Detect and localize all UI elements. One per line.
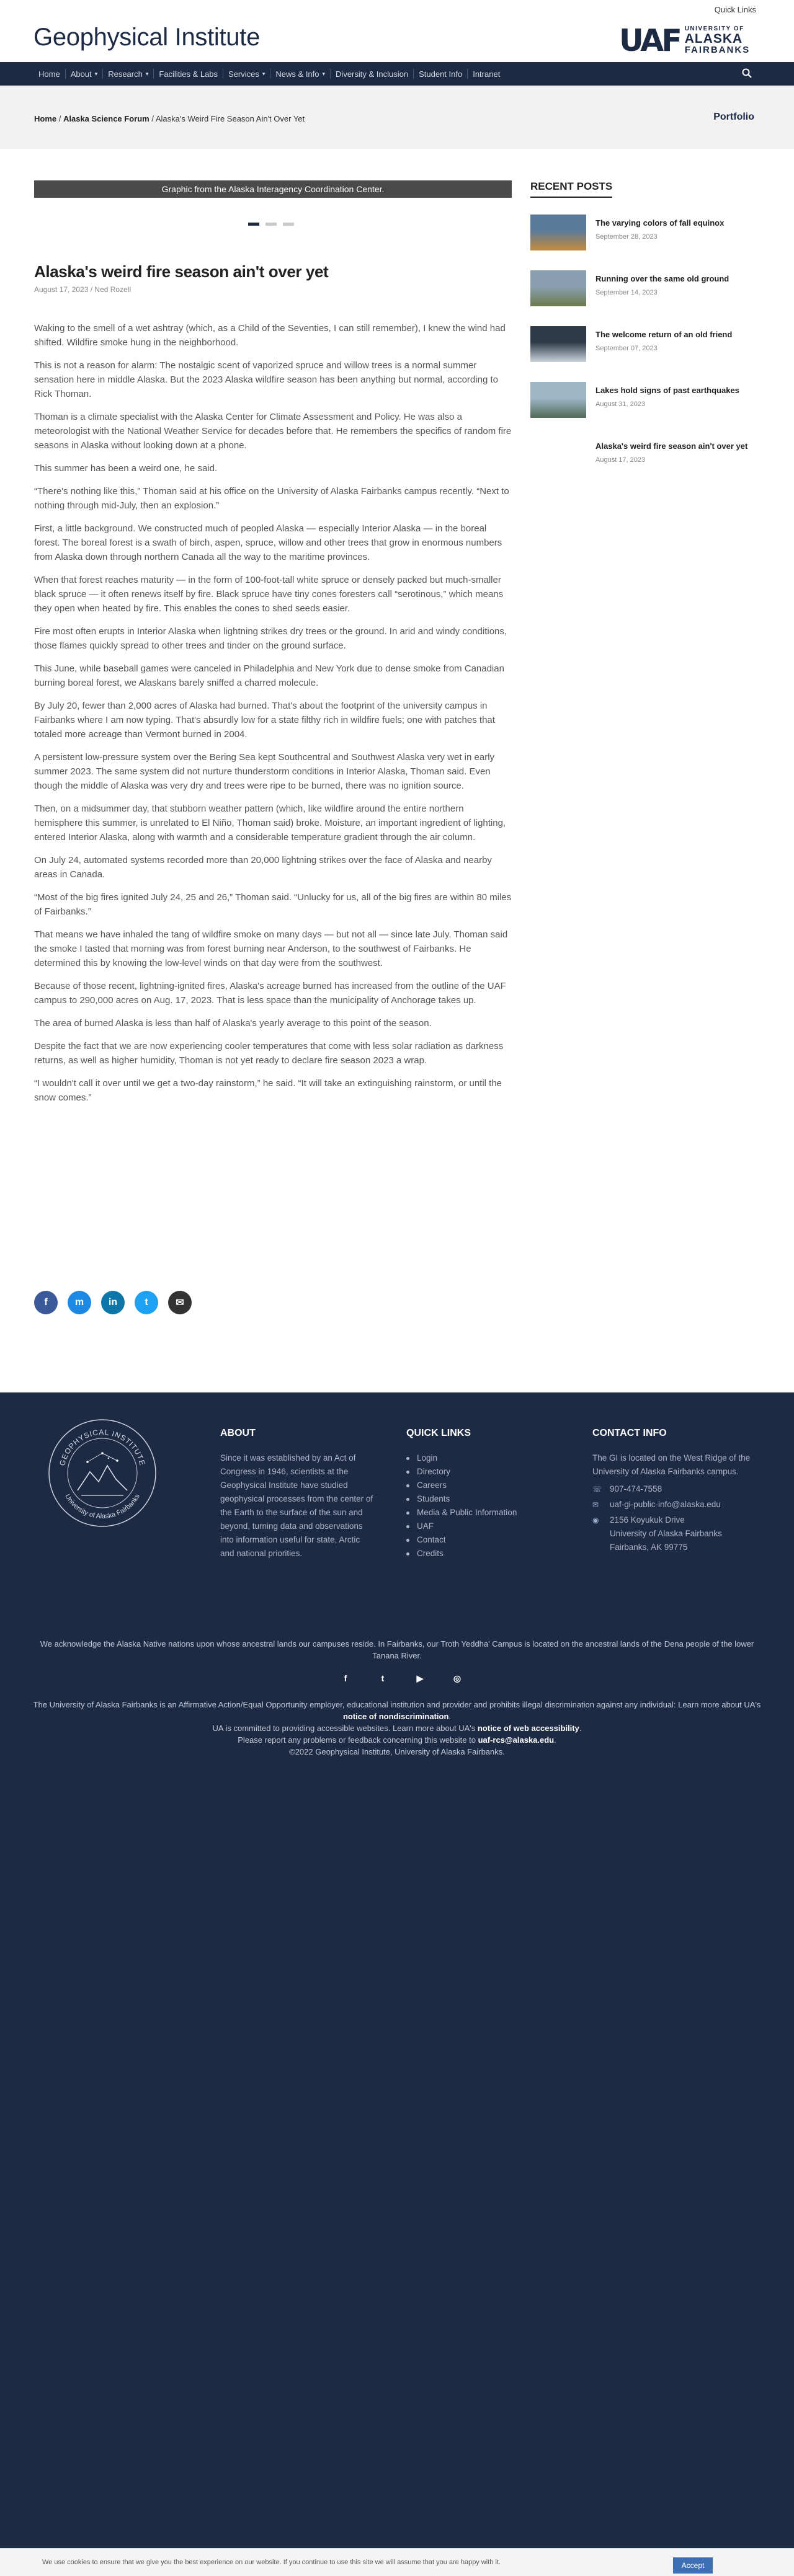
nav-item-label: About [70, 69, 92, 79]
recent-post-thumbnail[interactable] [530, 326, 586, 362]
bullet-icon [406, 1484, 409, 1487]
nav-item-intranet[interactable] [468, 69, 505, 79]
article-date: August 17, 2023 [34, 285, 89, 294]
article-byline [34, 285, 131, 294]
uaf-logo[interactable] [619, 24, 761, 57]
breadcrumb-current: Alaska's Weird Fire Season Ain't Over Yet [155, 114, 305, 123]
accessibility-text: UA is committed to providing accessible websites. Learn more about UA's [212, 1724, 478, 1733]
article-paragraph: By July 20, fewer than 2,000 acres of Alaska had burned. That's about the footprint of the university campus in Fairbanks where I am now typing. That's absurdly low for a state filthy rich in wildfire fuels; one with patches that totaled more acreage than Vermont burned in 2004. [34, 701, 495, 740]
footer-quick-link-label: Careers [417, 1481, 447, 1490]
recent-post-date: September 14, 2023 [596, 289, 658, 296]
chevron-down-icon: ▾ [322, 70, 326, 77]
article-paragraph: Despite the fact that we are now experiencing cooler temperatures that come with less solar radiation as darkness returns, as well as higher humidity, Thoman is not yet ready to declare fire season 2023 a wrap. [34, 1041, 504, 1066]
footer-about-heading: ABOUT [220, 1428, 256, 1438]
article-paragraph: When that forest reaches maturity — in the form of 100-foot-tall white spruce or densely packed but much-smaller black spruce — it often renews itself by fire. Black spruce have tiny cones foresters call “serotinous,” which means they open when heated by fire. This enables the cones to shed seeds easier. [34, 575, 504, 614]
footer-contact-phone[interactable] [592, 1482, 760, 1496]
chevron-down-icon: ▾ [94, 70, 98, 77]
nav-item-news-info[interactable] [270, 69, 331, 79]
address-line: University of Alaska Fairbanks [610, 1529, 722, 1538]
article-paragraph: Then, on a midsummer day, that stubborn weather pattern (which, like wildfire around the entire northern hemisphere this summer, is unrelated to El Niño, Thoman said) broke. Moisture, an important ingredient of lighting, entered Interior Alaska, along with warmth and a considerable temperature gradient through the air column. [34, 803, 506, 843]
bullet-icon [406, 1525, 409, 1528]
article-paragraph: On July 24, automated systems recorded more than 20,000 lightning strikes over the face of Alaska and nearby areas in Canada. [34, 855, 492, 880]
breadcrumb-separator: / [58, 114, 63, 123]
footer-quick-link[interactable] [406, 1547, 555, 1560]
quick-links-link[interactable]: Quick Links [714, 5, 756, 14]
slider-caption: Graphic from the Alaska Interagency Coordination Center. [34, 180, 512, 198]
svg-text:GEOPHYSICAL INSTITUTE: GEOPHYSICAL INSTITUTE [58, 1427, 147, 1467]
article-title: Alaska's weird fire season ain't over yet [34, 262, 329, 281]
article-author[interactable]: Ned Rozell [94, 285, 132, 294]
footer-quick-links [406, 1427, 555, 1560]
geophysical-institute-seal [47, 1417, 158, 1529]
recent-post[interactable] [530, 270, 760, 308]
page-header-band [0, 86, 794, 149]
twitter-icon[interactable]: t [381, 1673, 385, 1683]
article-paragraph: That means we have inhaled the tang of wildfire smoke on many days — but not all — since late July. Thoman said the smoke I tasted that morning was from forest burning near Anderson, to the southwest of Fairbanks. He determined this by knowing the low-level winds on that day were from the southwest. [34, 929, 508, 968]
footer-quick-link[interactable] [406, 1506, 555, 1520]
byline-separator: / [90, 285, 95, 294]
bullet-icon [406, 1471, 409, 1474]
article-paragraph: This summer has been a weird one, he said. [34, 463, 218, 474]
footer-quick-link-label: Directory [417, 1467, 451, 1476]
article-body [34, 321, 512, 1113]
nav-item-about[interactable] [66, 69, 104, 79]
article-paragraph: First, a little background. We constructed much of peopled Alaska — especially Interior Alaska — in the boreal forest. The boreal forest is a swath of birch, aspen, spruce, willow and other trees that grow in enormous numbers from Alaska down through northern Canada all the way to the maritime provinces. [34, 523, 502, 562]
site-title[interactable]: Geophysical Institute [33, 24, 261, 51]
uaf-logo-mark: UAF [619, 22, 680, 58]
footer-contact-intro: The GI is located on the West Ridge of the University of Alaska Fairbanks campus. [592, 1453, 751, 1476]
footer-social-links [340, 1673, 463, 1684]
article-paragraph: “There's nothing like this,” Thoman said at his office on the University of Alaska Fairbanks campus recently. “Next to nothing through mid-July, then an explosion.” [34, 486, 509, 511]
portfolio-label: Portfolio [713, 112, 754, 122]
article-paragraph: The area of burned Alaska is less than half of Alaska's yearly average to this point of the season. [34, 1018, 432, 1029]
bullet-icon [406, 1552, 409, 1556]
chevron-down-icon: ▾ [145, 70, 149, 77]
bullet-icon [406, 1498, 409, 1501]
recent-posts-sidebar [530, 180, 760, 464]
accessibility-statement: UA is committed to providing accessible websites. Learn more about UA's notice of web accessibility. [212, 1724, 582, 1733]
footer-quick-links-list [406, 1451, 555, 1560]
nav-item-label: Student Info [419, 69, 463, 79]
breadcrumb-home[interactable]: Home [34, 114, 57, 123]
nav-item-label: Intranet [473, 69, 501, 79]
uaf-logo-line1: UNIVERSITY OF [684, 25, 744, 32]
nav-item-student-info[interactable] [414, 69, 468, 79]
uaf-logo-line3: FAIRBANKS [684, 45, 751, 55]
recent-post-thumbnail[interactable] [530, 215, 586, 250]
recent-post-date: August 17, 2023 [596, 456, 646, 464]
article-paragraph: “I wouldn't call it over until we get a two-day rainstorm,” he said. “It will take an extinguishing rainstorm, or until the snow comes.” [34, 1078, 502, 1103]
site-footer [0, 1392, 794, 2576]
nav-item-label: Services [228, 69, 259, 79]
twitter-icon[interactable]: t [135, 1291, 158, 1314]
footer-contact-heading: CONTACT INFO [592, 1428, 667, 1438]
breadcrumb-separator: / [151, 114, 156, 123]
feedback-text: Please report any problems or feedback concerning this website to [238, 1735, 478, 1745]
recent-post-thumbnail[interactable] [530, 382, 586, 418]
nav-item-services[interactable] [223, 69, 270, 79]
recent-post-title[interactable]: Lakes hold signs of past earthquakes [596, 386, 739, 395]
footer-quick-link-label: Students [417, 1494, 450, 1503]
search-icon[interactable] [742, 68, 752, 78]
nav-item-label: Home [38, 69, 60, 79]
messenger-icon[interactable]: m [68, 1291, 91, 1314]
site-header [0, 0, 794, 62]
nav-item-facilities-labs[interactable] [154, 69, 223, 79]
recent-post-thumbnail[interactable] [530, 270, 586, 306]
article-paragraph: A persistent low-pressure system over the Bering Sea kept Southcentral and Southwest Alaska very wet in early summer 2023. The same system did not nurture thunderstorm conditions in Interior Alaska, Thoman said. Even though the middle of Alaska was very dry and trees were ripe to be burned, there was no ignition source. [34, 752, 495, 791]
address-line: Fairbanks, AK 99775 [610, 1543, 688, 1552]
feedback-email-link[interactable]: uaf-rcs@alaska.edu [478, 1735, 555, 1745]
cookie-text: We use cookies to ensure that we give you the best experience on our website. If you continue to use this site we will assume that you are happy with it. [42, 2559, 501, 2566]
bullet-icon [406, 1539, 409, 1542]
eeo-text: The University of Alaska Fairbanks is an Affirmative Action/Equal Opportunity employer, educational institution and provider and prohibits illegal discrimination against any individual: Learn more about UA's [33, 1700, 761, 1709]
footer-quick-link-label: UAF [417, 1521, 434, 1531]
bullet-icon [406, 1512, 409, 1515]
web-accessibility-link[interactable]: notice of web accessibility [477, 1724, 579, 1733]
article-paragraph: “Most of the big fires ignited July 24, 25 and 26,” Thoman said. “Unlucky for us, all of the big fires are within 80 miles of Fairbanks.” [34, 892, 512, 917]
article-paragraph: This is not a reason for alarm: The nostalgic scent of vaporized spruce and willow trees is a normal summer sensation here in middle Alaska. But the 2023 Alaska wildfire season has been anything but normal, according to Rick Thoman. [34, 360, 498, 399]
footer-quick-link[interactable] [406, 1520, 555, 1533]
footer-quick-link-label: Media & Public Information [417, 1508, 517, 1517]
article-paragraph: Because of those recent, lightning-ignited fires, Alaska's acreage burned has increased from the outline of the UAF campus to 290,000 acres on Aug. 17, 2023. That is less space than the municipality of Anchorage takes up. [34, 981, 506, 1006]
footer-quick-link[interactable] [406, 1479, 555, 1492]
recent-post-title[interactable]: Running over the same old ground [596, 274, 729, 283]
facebook-icon[interactable]: f [34, 1291, 58, 1314]
youtube-icon[interactable]: ▶ [416, 1673, 424, 1683]
recent-post-title[interactable]: The welcome return of an old friend [596, 330, 733, 339]
footer-contact-email[interactable] [592, 1498, 760, 1512]
footer-quick-link-label: Login [417, 1453, 438, 1463]
footer-phone-text: 907-474-7558 [610, 1484, 662, 1494]
cookie-accept-button[interactable]: Accept [673, 2557, 713, 2574]
recent-post[interactable] [530, 382, 760, 419]
nav-item-label: Research [108, 69, 143, 79]
footer-quick-link[interactable] [406, 1533, 555, 1547]
nav-item-label: Diversity & Inclusion [336, 69, 409, 79]
nav-item-home[interactable] [33, 69, 66, 79]
svg-text:University of Alaska Fairbanks: University of Alaska Fairbanks [63, 1493, 141, 1521]
recent-posts-heading: RECENT POSTS [530, 180, 612, 198]
uaf-logo-line2: ALASKA [684, 32, 743, 46]
uaf-logo-words [685, 26, 751, 55]
footer-quick-links-heading: QUICK LINKS [406, 1428, 471, 1438]
nav-item-label: News & Info [275, 69, 319, 79]
main-nav [0, 62, 794, 86]
recent-post-title[interactable]: The varying colors of fall equinox [596, 218, 725, 228]
footer-quick-link[interactable] [406, 1492, 555, 1506]
slider-dot[interactable] [248, 223, 259, 226]
cookie-banner [0, 2548, 794, 2576]
footer-contact-address [592, 1513, 760, 1554]
bullet-icon [406, 1457, 409, 1460]
footer-about [220, 1427, 375, 1560]
envelope-icon: ✉ [592, 1500, 599, 1509]
nondiscrimination-link[interactable]: notice of nondiscrimination [342, 1712, 449, 1721]
map-pin-icon: ◉ [592, 1516, 599, 1525]
footer-legal [31, 1699, 763, 1758]
copyright: ©2022 Geophysical Institute, University of Alaska Fairbanks. [289, 1747, 505, 1756]
recent-post-date: September 07, 2023 [596, 345, 658, 352]
recent-post-title[interactable]: Alaska's weird fire season ain't over yet [596, 441, 748, 451]
address-line: 2156 Koyukuk Drive [610, 1515, 685, 1525]
footer-address [610, 1513, 722, 1554]
nav-item-research[interactable] [103, 69, 154, 79]
article-paragraph: Waking to the smell of a wet ashtray (which, as a Child of the Seventies, I can still remember), I knew the wind had shifted. Wildfire smoke hung in the neighborhood. [34, 323, 506, 348]
recent-post[interactable] [530, 438, 760, 475]
article-paragraph: This June, while baseball games were canceled in Philadelphia and New York due to dense smoke from Canadian burning boreal forest, we Alaskans barely sniffed a charred molecule. [34, 663, 504, 688]
footer-quick-link[interactable] [406, 1451, 555, 1465]
recent-post[interactable] [530, 215, 760, 252]
nav-item-label: Facilities & Labs [159, 69, 218, 79]
eeo-statement: The University of Alaska Fairbanks is an Affirmative Action/Equal Opportunity employer, educational institution and provider and prohibits illegal discrimination against any individual: Learn more about UA's notice of nondiscrimination. [33, 1700, 761, 1721]
recent-post-date: September 28, 2023 [596, 233, 658, 241]
chevron-down-icon: ▾ [262, 70, 265, 77]
email-icon[interactable]: ✉ [168, 1291, 192, 1314]
footer-quick-link-label: Contact [417, 1535, 446, 1544]
slider-dot[interactable] [265, 223, 277, 226]
footer-email-text: uaf-gi-public-info@alaska.edu [610, 1500, 721, 1509]
footer-quick-link-label: Credits [417, 1549, 444, 1558]
nav-item-diversity-inclusion[interactable] [331, 69, 414, 79]
facebook-icon[interactable]: f [344, 1673, 347, 1683]
land-acknowledgement: We acknowledge the Alaska Native nations upon whose ancestral lands our campuses reside. In Fairbanks, our Troth Yeddha' Campus is located on the ancestral lands of the Dena people of the lower Tanana River. [40, 1639, 754, 1660]
feedback-statement: Please report any problems or feedback concerning this website to uaf-rcs@alaska.edu. [238, 1735, 556, 1745]
slider-dots [248, 223, 294, 226]
article-paragraph: Fire most often erupts in Interior Alaska when lightning strikes dry trees or the ground. In arid and windy conditions, those flames quickly spread to other trees and tinder on the ground surface. [34, 626, 507, 651]
breadcrumb [34, 114, 305, 123]
phone-icon: ☏ [592, 1485, 602, 1494]
recent-post-date: August 31, 2023 [596, 401, 646, 408]
nav-list [33, 62, 505, 86]
share-buttons [34, 1291, 192, 1314]
article-paragraph: Thoman is a climate specialist with the Alaska Center for Climate Assessment and Policy. He was also a meteorologist with the National Weather Service for decades before that. He remembers the specifics of random fire seasons in Alaska without looking down at a phone. [34, 412, 512, 451]
footer-contact [592, 1427, 760, 1556]
instagram-icon[interactable]: ◎ [453, 1673, 462, 1683]
breadcrumb-section[interactable]: Alaska Science Forum [63, 114, 149, 123]
footer-quick-link[interactable] [406, 1465, 555, 1479]
linkedin-icon[interactable]: in [101, 1291, 125, 1314]
recent-post[interactable] [530, 326, 760, 363]
slider-dot[interactable] [283, 223, 294, 226]
footer-about-text: Since it was established by an Act of Congress in 1946, scientists at the Geophysical Institute have studied geophysical processes from the center of the Earth to the surface of the sun and beyond, turning data and observations into information useful for state, Arctic and national priorities. [220, 1453, 373, 1558]
